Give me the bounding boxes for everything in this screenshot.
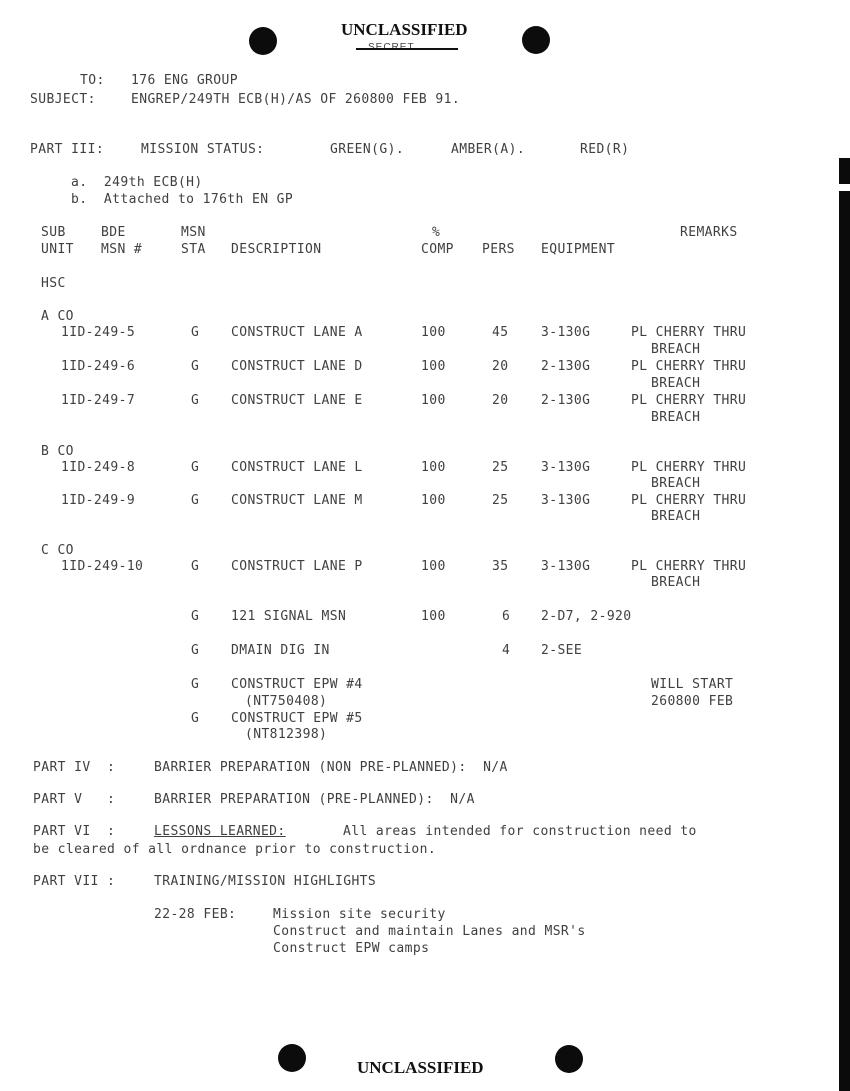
hdr-remarks: REMARKS — [680, 225, 738, 240]
hdr-sta: STA — [181, 242, 206, 257]
table-row-msn: 1ID-249-8 — [61, 460, 136, 475]
group-aco: A CO — [41, 309, 74, 324]
table-row-remarks: PL CHERRY THRU — [631, 359, 747, 374]
header-classification: UNCLASSIFIED — [341, 20, 468, 39]
table-row-remarks-2: 260800 FEB — [651, 694, 734, 709]
header-left-dot — [249, 27, 277, 55]
table-row-remarks-2: BREACH — [651, 342, 701, 357]
table-row-desc-2: (NT812398) — [245, 727, 328, 742]
table-row-pers: 20 — [492, 393, 509, 408]
table-row-sta: G — [191, 359, 200, 374]
table-row-remarks-2: BREACH — [651, 575, 701, 590]
table-row-remarks-2: BREACH — [651, 509, 701, 524]
table-row-equip: 2-SEE — [541, 643, 583, 658]
table-row-pers: 6 — [502, 609, 511, 624]
part7-date: 22-28 FEB: — [154, 907, 237, 922]
footer-classification: UNCLASSIFIED — [357, 1058, 484, 1077]
part3-title: MISSION STATUS: — [141, 142, 265, 157]
part3-item-a: a. 249th ECB(H) — [71, 175, 203, 190]
part3-item-b: b. Attached to 176th EN GP — [71, 192, 294, 207]
table-row-remarks: PL CHERRY THRU — [631, 393, 747, 408]
table-row-sta: G — [191, 559, 200, 574]
table-row-pers: 4 — [502, 643, 511, 658]
table-row-equip: 3-130G — [541, 325, 591, 340]
table-row-remarks: PL CHERRY THRU — [631, 493, 747, 508]
table-row-remarks-2: BREACH — [651, 410, 701, 425]
margin-bar-long — [839, 191, 850, 1091]
table-row-remarks: PL CHERRY THRU — [631, 460, 747, 475]
table-row-remarks: WILL START — [651, 677, 734, 692]
table-row-desc: CONSTRUCT LANE P — [231, 559, 363, 574]
footer-right-dot — [555, 1045, 583, 1073]
part5-label: PART V : — [33, 792, 116, 807]
group-hsc: HSC — [41, 276, 66, 291]
table-row-sta: G — [191, 677, 200, 692]
table-row-remarks: PL CHERRY THRU — [631, 559, 747, 574]
hdr-msn: MSN — [181, 225, 206, 240]
group-cco: C CO — [41, 543, 74, 558]
table-row-desc: CONSTRUCT EPW #4 — [231, 677, 363, 692]
hdr-description: DESCRIPTION — [231, 242, 322, 257]
table-row-pers: 25 — [492, 460, 509, 475]
table-row-equip: 2-D7, 2-920 — [541, 609, 632, 624]
table-row-comp: 100 — [421, 359, 446, 374]
hdr-sub: SUB — [41, 225, 66, 240]
header-right-dot — [522, 26, 550, 54]
table-row-msn: 1ID-249-6 — [61, 359, 136, 374]
table-row-desc: CONSTRUCT LANE A — [231, 325, 363, 340]
table-row-sta: G — [191, 493, 200, 508]
table-row-msn: 1ID-249-5 — [61, 325, 136, 340]
footer-left-dot — [278, 1044, 306, 1072]
margin-bar-short — [839, 158, 850, 184]
table-row-sta: G — [191, 325, 200, 340]
highlight-item: Construct and maintain Lanes and MSR's — [273, 924, 586, 939]
table-row-comp: 100 — [421, 609, 446, 624]
hdr-msn-num: MSN # — [101, 242, 143, 257]
part6-label: PART VI : — [33, 824, 116, 839]
highlight-item: Construct EPW camps — [273, 941, 430, 956]
table-row-sta: G — [191, 393, 200, 408]
table-row-desc-2: (NT750408) — [245, 694, 328, 709]
hdr-pct: % — [432, 225, 441, 240]
table-row-sta: G — [191, 643, 200, 658]
table-row-sta: G — [191, 460, 200, 475]
hdr-bde: BDE — [101, 225, 126, 240]
part6-text-line1: All areas intended for construction need to — [343, 824, 697, 839]
part4-label: PART IV : — [33, 760, 116, 775]
hdr-pers: PERS — [482, 242, 515, 257]
table-row-pers: 25 — [492, 493, 509, 508]
table-row-desc: 121 SIGNAL MSN — [231, 609, 347, 624]
table-row-sta: G — [191, 609, 200, 624]
table-row-comp: 100 — [421, 493, 446, 508]
subject-label: SUBJECT: — [30, 92, 96, 107]
to-value: 176 ENG GROUP — [131, 73, 238, 88]
table-row-desc: CONSTRUCT EPW #5 — [231, 711, 363, 726]
part3-label: PART III: — [30, 142, 105, 157]
subject-value: ENGREP/249TH ECB(H)/AS OF 260800 FEB 91. — [131, 92, 461, 107]
table-row-desc: CONSTRUCT LANE M — [231, 493, 363, 508]
part6-heading: LESSONS LEARNED: — [154, 824, 286, 839]
part4-text: BARRIER PREPARATION (NON PRE-PLANNED): N/A — [154, 760, 508, 775]
table-row-pers: 20 — [492, 359, 509, 374]
part5-text: BARRIER PREPARATION (PRE-PLANNED): N/A — [154, 792, 475, 807]
table-row-remarks-2: BREACH — [651, 376, 701, 391]
group-bco: B CO — [41, 444, 74, 459]
header-strike-line — [356, 48, 458, 50]
part7-text: TRAINING/MISSION HIGHLIGHTS — [154, 874, 377, 889]
highlight-item: Mission site security — [273, 907, 446, 922]
status-amber: AMBER(A). — [451, 142, 526, 157]
status-green: GREEN(G). — [330, 142, 405, 157]
hdr-comp: COMP — [421, 242, 454, 257]
table-row-comp: 100 — [421, 559, 446, 574]
to-label: TO: — [80, 73, 105, 88]
table-row-pers: 45 — [492, 325, 509, 340]
table-row-desc: CONSTRUCT LANE L — [231, 460, 363, 475]
table-row-remarks-2: BREACH — [651, 476, 701, 491]
status-red: RED(R) — [580, 142, 630, 157]
table-row-equip: 3-130G — [541, 460, 591, 475]
part6-text-line2: be cleared of all ordnance prior to construction. — [33, 842, 437, 857]
table-row-equip: 2-130G — [541, 359, 591, 374]
table-row-comp: 100 — [421, 460, 446, 475]
table-row-desc: DMAIN DIG IN — [231, 643, 330, 658]
part7-label: PART VII : — [33, 874, 116, 889]
table-row-remarks: PL CHERRY THRU — [631, 325, 747, 340]
table-row-msn: 1ID-249-10 — [61, 559, 144, 574]
table-row-equip: 2-130G — [541, 393, 591, 408]
table-row-equip: 3-130G — [541, 493, 591, 508]
table-row-desc: CONSTRUCT LANE E — [231, 393, 363, 408]
table-row-comp: 100 — [421, 393, 446, 408]
table-row-msn: 1ID-249-9 — [61, 493, 136, 508]
table-row-equip: 3-130G — [541, 559, 591, 574]
hdr-equipment: EQUIPMENT — [541, 242, 616, 257]
table-row-pers: 35 — [492, 559, 509, 574]
table-row-msn: 1ID-249-7 — [61, 393, 136, 408]
hdr-unit: UNIT — [41, 242, 74, 257]
table-row-sta: G — [191, 711, 200, 726]
table-row-comp: 100 — [421, 325, 446, 340]
table-row-desc: CONSTRUCT LANE D — [231, 359, 363, 374]
